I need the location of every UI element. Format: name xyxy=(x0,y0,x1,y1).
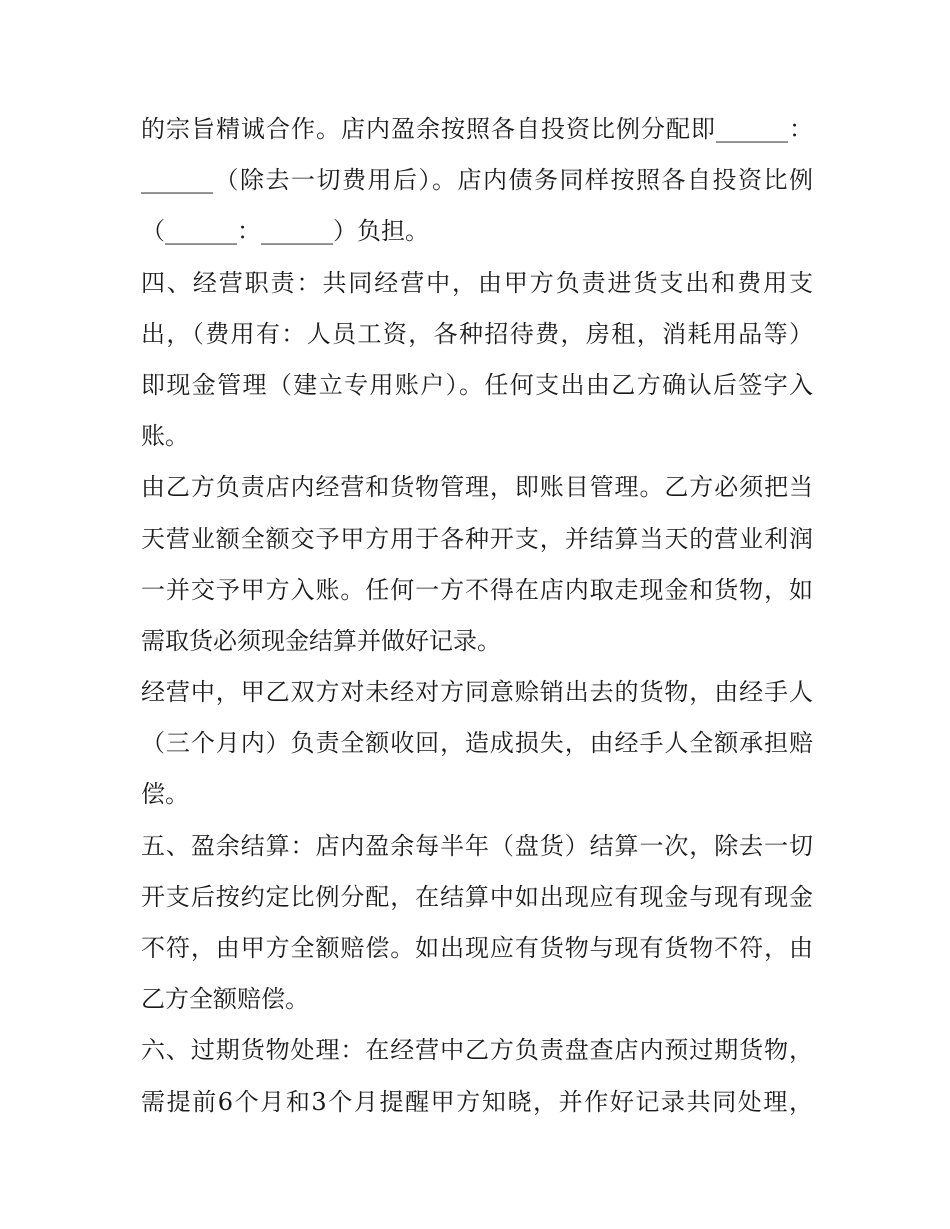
text-line: 需提前6个月和3个月提醒甲方知晓，并作好记录共同处理， xyxy=(141,1087,813,1116)
text-line: 不符，由甲方全额赔偿。如出现应有货物与现有货物不符，由 xyxy=(141,934,813,962)
text-line: 需取货必须现金结算并做好记录。 xyxy=(141,626,501,655)
text-line: ______（除去一切费用后）。店内债务同样按照各自投资比例 xyxy=(141,166,813,195)
text-line: 乙方全额赔偿。 xyxy=(141,985,309,1014)
text-line: 出，（费用有：人员工资，各种招待费，房租，消耗用品等） xyxy=(141,319,813,348)
text-line: 偿。 xyxy=(141,780,189,809)
text-line: （三个月内）负责全额收回，造成损失，由经手人全额承担赔 xyxy=(141,729,813,758)
text-line: 五、盈余结算：店内盈余每半年（盘货）结算一次，除去一切 xyxy=(141,831,813,860)
text-line: 四、经营职责：共同经营中，由甲方负责进货支出和费用支 xyxy=(141,268,813,297)
contract-body-text xyxy=(141,104,813,1128)
text-line: 账。 xyxy=(141,422,189,451)
text-line: 由乙方负责店内经营和货物管理，即账目管理。乙方必须把当 xyxy=(141,473,813,502)
text-line: 即现金管理（建立专用账户）。任何支出由乙方确认后签字入 xyxy=(141,370,813,399)
text-line: 的宗旨精诚合作。店内盈余按照各自投资比例分配即______： xyxy=(141,115,813,143)
text-line: 一并交予甲方入账。任何一方不得在店内取走现金和货物，如 xyxy=(141,575,813,604)
text-line: 六、过期货物处理：在经营中乙方负责盘查店内预过期货物， xyxy=(141,1036,813,1065)
text-line: 开支后按约定比例分配，在结算中如出现应有现金与现有现金 xyxy=(141,882,813,911)
text-line: （______：______）负担。 xyxy=(141,217,429,246)
text-line: 经营中，甲乙双方对未经对方同意赊销出去的货物，由经手人 xyxy=(141,678,813,707)
text-line: 天营业额全额交予甲方用于各种开支，并结算当天的营业利润 xyxy=(141,524,813,553)
